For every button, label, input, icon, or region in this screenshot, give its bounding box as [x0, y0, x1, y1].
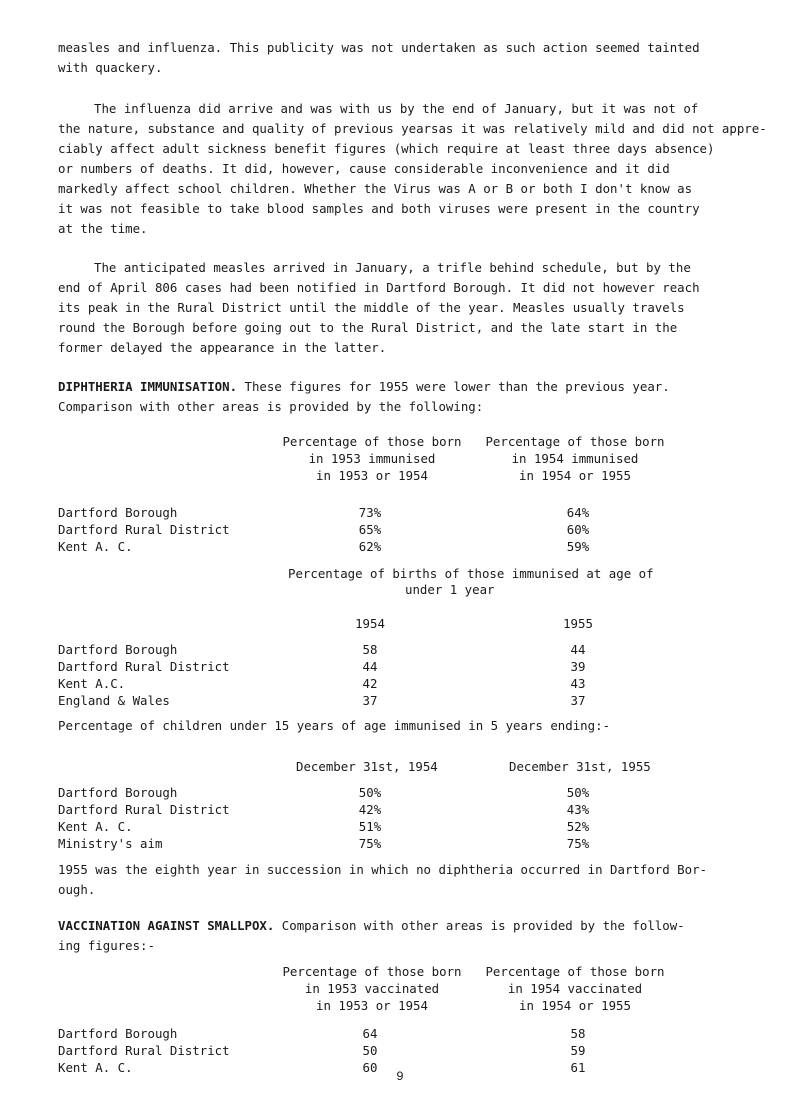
text-line: with quackery.: [58, 60, 163, 75]
row-label: Kent A.C.: [58, 676, 126, 691]
table-cell: 59%: [566, 539, 590, 554]
table-cell: 73%: [358, 505, 382, 520]
row-label: Kent A. C.: [58, 819, 133, 834]
table-header: under 1 year: [405, 582, 495, 597]
text-line: it was not feasible to take blood samples and both viruses were present in the country: [58, 201, 700, 216]
row-label: Dartford Rural District: [58, 802, 230, 817]
table-cell: 43: [570, 676, 586, 691]
text-line: markedly affect school children. Whether the Virus was A or B or both I don't know as: [58, 181, 693, 196]
intro-paragraph: [58, 38, 758, 78]
text-line: 1955 was the eighth year in succession in which no diphtheria occurred in Dartford Bor-: [58, 862, 708, 877]
row-label: Dartford Borough: [58, 1026, 178, 1041]
table-cell: 62%: [358, 539, 382, 554]
table-cell: 50%: [358, 785, 382, 800]
text-line: The anticipated measles arrived in January, a trifle behind schedule, but by the: [94, 260, 691, 275]
text-line: former delayed the appearance in the latter.: [58, 340, 387, 355]
column-header: Percentage of those born in 1953 immunised in 1953 or 1954: [282, 434, 462, 483]
text-line: [58, 916, 758, 936]
table-cell: 75%: [566, 836, 590, 851]
row-label: Dartford Rural District: [58, 1043, 230, 1058]
table-cell: 65%: [358, 522, 382, 537]
measles-paragraph: [58, 258, 758, 358]
table-cell: 51%: [358, 819, 382, 834]
table-cell: 75%: [358, 836, 382, 851]
page-number: 9: [396, 1069, 404, 1083]
text-line: [58, 377, 758, 397]
row-label: Kent A. C.: [58, 1060, 133, 1075]
text-line: ing figures:-: [58, 938, 155, 953]
column-header: December 31st, 1954: [296, 759, 438, 774]
text-line: ciably affect adult sickness benefit figures (which require at least three days absence): [58, 141, 715, 156]
table-cell: 60%: [566, 522, 590, 537]
section-heading: VACCINATION AGAINST SMALLPOX.: [58, 918, 275, 933]
text-line: Comparison with other areas is provided by the following:: [58, 399, 484, 414]
row-label: Dartford Rural District: [58, 522, 230, 537]
table-cell: 50: [362, 1043, 378, 1058]
row-label: Ministry's aim: [58, 836, 163, 851]
vaccination-paragraph: [58, 916, 758, 956]
text-line: the nature, substance and quality of previous yearsas it was relatively mild and did not appre-: [58, 121, 767, 136]
table-cell: 44: [570, 642, 586, 657]
table-intro: Percentage of children under 15 years of age immunised in 5 years ending:-: [58, 718, 611, 733]
text-line: ough.: [58, 882, 96, 897]
text-line: its peak in the Rural District until the middle of the year. Measles usually travels: [58, 300, 685, 315]
row-label: Dartford Rural District: [58, 659, 230, 674]
year-header: 1955: [563, 616, 593, 631]
table-header: Percentage of births of those immunised at age of: [288, 566, 654, 581]
row-label: Kent A. C.: [58, 539, 133, 554]
table-cell: 52%: [566, 819, 590, 834]
table-cell: 64: [362, 1026, 378, 1041]
table-cell: 43%: [566, 802, 590, 817]
eighth-year-paragraph: [58, 860, 758, 900]
text-line: at the time.: [58, 221, 148, 236]
heading-rest: Comparison with other areas is provided by the follow-: [274, 918, 685, 933]
text-line: The influenza did arrive and was with us by the end of January, but it was not of: [94, 101, 699, 116]
text-line: end of April 806 cases had been notified in Dartford Borough. It did not however reach: [58, 280, 700, 295]
influenza-paragraph: [58, 99, 767, 239]
table-cell: 58: [570, 1026, 586, 1041]
row-label: Dartford Borough: [58, 785, 178, 800]
table-cell: 59: [570, 1043, 586, 1058]
table-cell: 37: [570, 693, 586, 708]
table-cell: 61: [570, 1060, 586, 1075]
diphtheria-paragraph: [58, 377, 758, 417]
column-header: Percentage of those born in 1953 vaccinated in 1953 or 1954: [282, 964, 462, 1013]
text-line: or numbers of deaths. It did, however, cause considerable inconvenience and it did: [58, 161, 670, 176]
table-cell: 58: [362, 642, 378, 657]
table-cell: 37: [362, 693, 378, 708]
text-line: measles and influenza. This publicity was not undertaken as such action seemed tainted: [58, 40, 700, 55]
heading-rest: These figures for 1955 were lower than the previous year.: [237, 379, 670, 394]
column-header: December 31st, 1955: [509, 759, 651, 774]
table-cell: 60: [362, 1060, 378, 1075]
table-cell: 42: [362, 676, 378, 691]
table-cell: 39: [570, 659, 586, 674]
year-header: 1954: [355, 616, 385, 631]
text-line: round the Borough before going out to the Rural District, and the late start in the: [58, 320, 678, 335]
table-cell: 50%: [566, 785, 590, 800]
table-cell: 64%: [566, 505, 590, 520]
column-header: Percentage of those born in 1954 vaccinated in 1954 or 1955: [485, 964, 665, 1013]
row-label: Dartford Borough: [58, 505, 178, 520]
row-label: England & Wales: [58, 693, 170, 708]
table-cell: 42%: [358, 802, 382, 817]
column-header: Percentage of those born in 1954 immunised in 1954 or 1955: [485, 434, 665, 483]
row-label: Dartford Borough: [58, 642, 178, 657]
section-heading: DIPHTHERIA IMMUNISATION.: [58, 379, 238, 394]
table-cell: 44: [362, 659, 378, 674]
